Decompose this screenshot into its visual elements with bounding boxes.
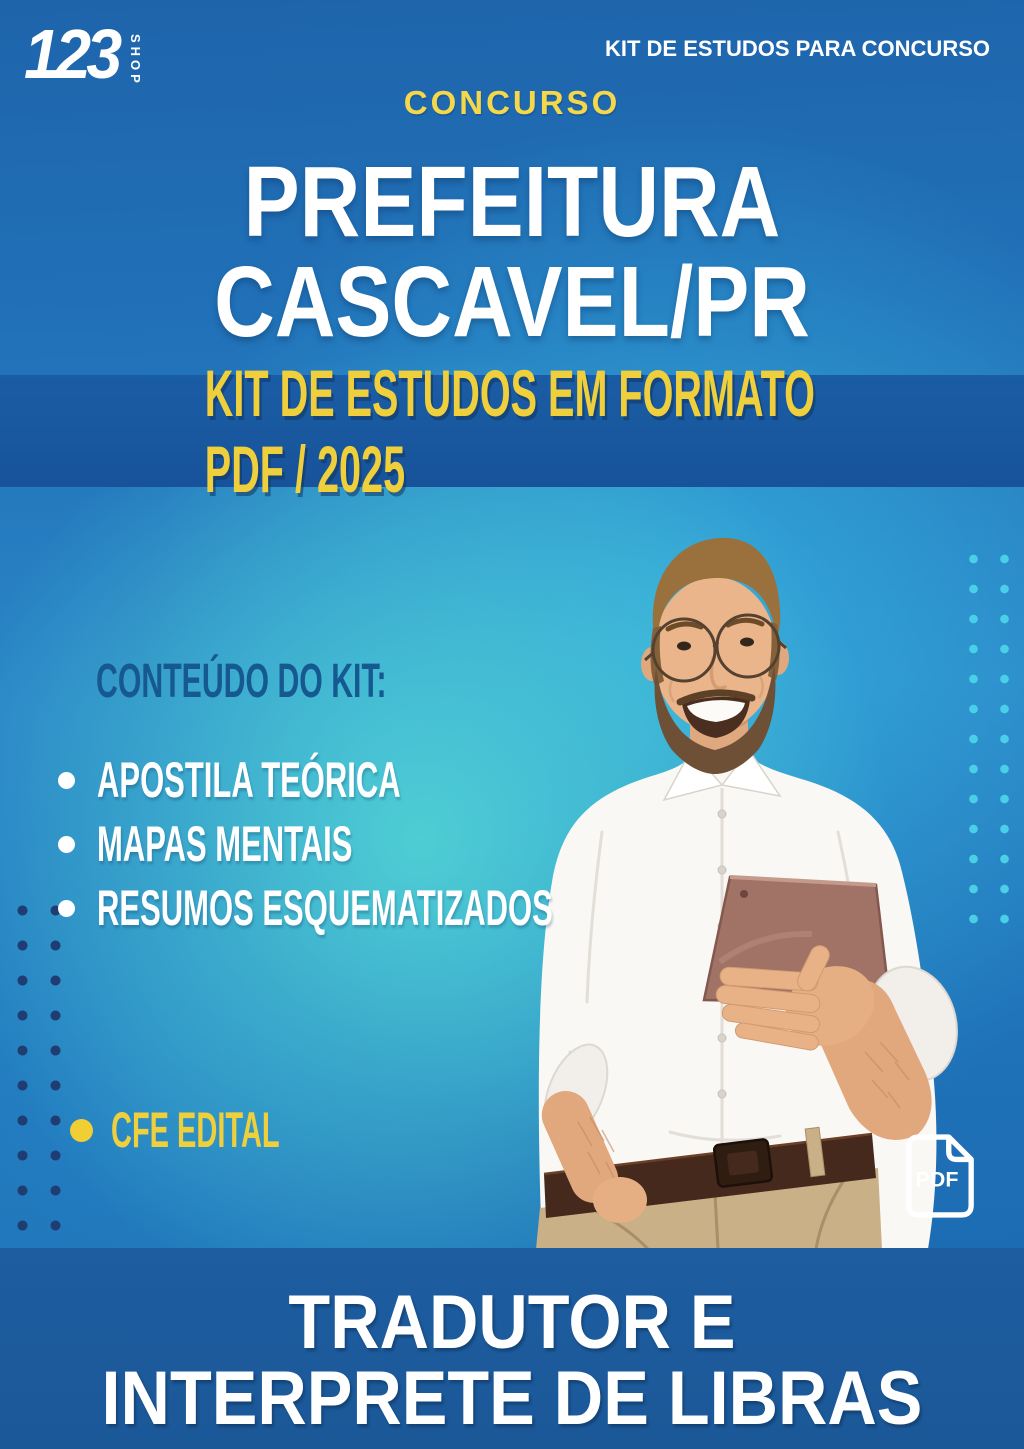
cfe-edital-item [70,1102,402,1158]
footer-role-line-1: TRADUTOR E [288,1280,736,1365]
bullet-dot-yellow [70,1119,93,1142]
pdf-icon-label: PDF [915,1167,959,1192]
man-left-hand [593,1177,647,1223]
content-heading [96,654,557,709]
title-line-1: PREFEITURA [243,146,781,258]
list-item [58,876,832,940]
list-item [58,812,832,876]
cfe-edital-text: CFE EDITAL [111,1102,280,1158]
content-heading-text: CONTEÚDO DO KIT: [96,655,387,708]
list-item-text: RESUMOS ESQUEMATIZADOS [97,880,553,936]
bullet-dot [58,772,75,789]
top-right-label-text: KIT DE ESTUDOS PARA CONCURSO [604,36,990,61]
kicker-concurso: CONCURSO [403,84,621,121]
list-item [58,748,832,812]
brand-logo [24,15,143,93]
bullet-dot [58,836,75,853]
footer-role-line-2: INTERPRETE DE LIBRAS [101,1356,923,1441]
page-title [0,146,1024,358]
pdf-file-icon [903,1132,977,1220]
list-item-text: MAPAS MENTAIS [97,816,353,872]
list-item-text: APOSTILA TEÓRICA [97,752,401,808]
title-line-2: CASCAVEL/PR [214,246,810,358]
bullet-dot [58,900,75,917]
brand-logo-word: SHOP [127,34,143,87]
footer-banner [0,1248,1024,1449]
format-banner-text: KIT DE ESTUDOS EM FORMATO PDF / 2025 [204,356,815,506]
dot-pattern-right [958,544,1020,936]
brand-logo-number: 123 [24,15,118,93]
kit-list [58,748,832,940]
dot-pattern-left [6,893,72,1245]
format-banner [0,356,1024,506]
top-right-label [605,36,990,62]
